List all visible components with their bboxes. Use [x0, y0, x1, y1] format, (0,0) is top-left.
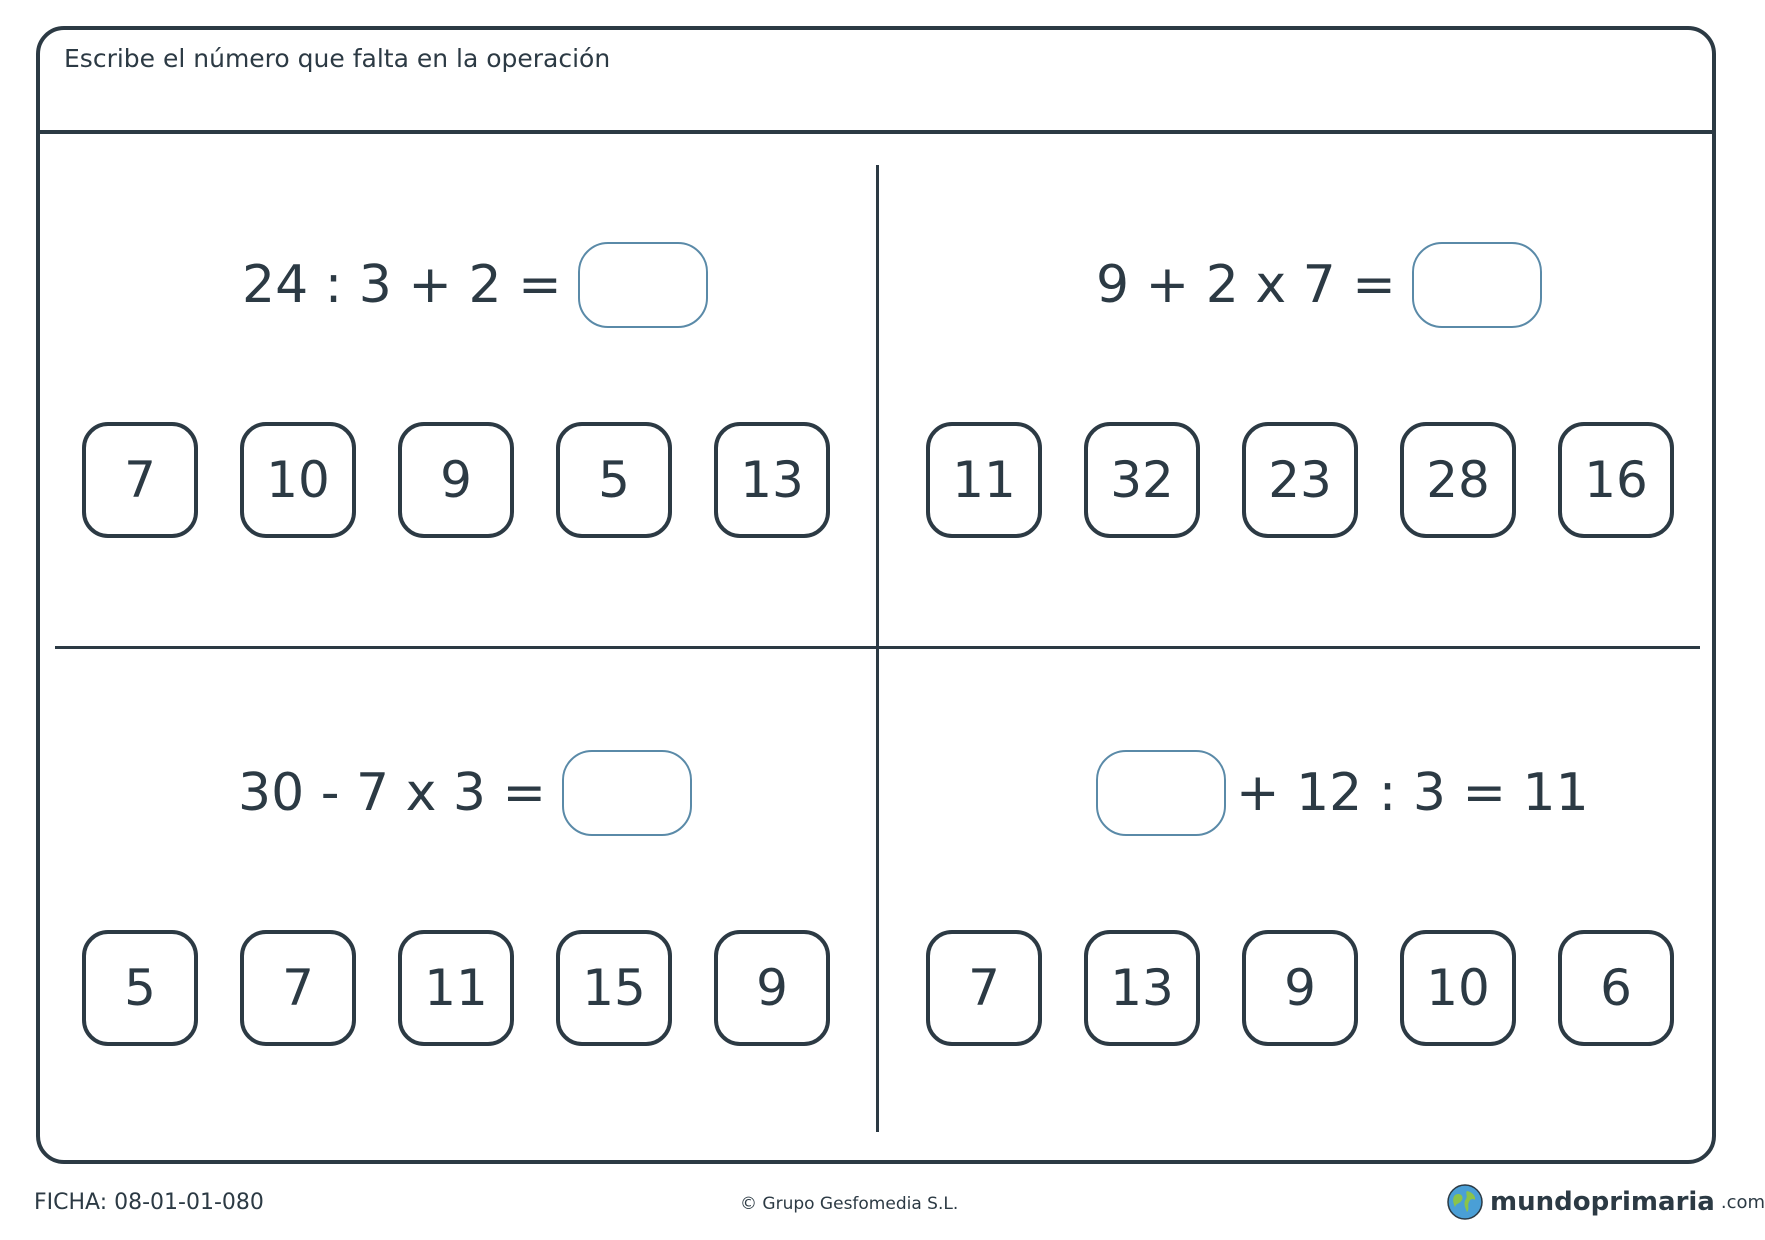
brand-logo[interactable] [1446, 1183, 1765, 1221]
exercise-4-answer-box[interactable] [1096, 750, 1226, 836]
exercise-4-option[interactable]: 13 [1084, 930, 1200, 1046]
brand-name: mundoprimaria [1490, 1187, 1715, 1217]
exercise-4-options [926, 930, 1674, 1046]
exercise-3-option[interactable]: 11 [398, 930, 514, 1046]
exercise-2-equation [1096, 240, 1542, 330]
exercise-3-option[interactable]: 7 [240, 930, 356, 1046]
exercise-2-option[interactable]: 11 [926, 422, 1042, 538]
exercise-2-option[interactable]: 23 [1242, 422, 1358, 538]
exercise-2-option[interactable]: 28 [1400, 422, 1516, 538]
exercise-1-option[interactable]: 7 [82, 422, 198, 538]
exercise-4-expression: + 12 : 3 = 11 [1236, 763, 1589, 823]
exercise-3-option[interactable]: 9 [714, 930, 830, 1046]
exercise-1-equation [242, 240, 708, 330]
exercise-4-option[interactable]: 6 [1558, 930, 1674, 1046]
exercise-1-option[interactable]: 13 [714, 422, 830, 538]
exercise-3-option[interactable]: 5 [82, 930, 198, 1046]
exercise-2-options [926, 422, 1674, 538]
worksheet-code: FICHA: 08-01-01-080 [34, 1190, 264, 1215]
exercise-1-option[interactable]: 5 [556, 422, 672, 538]
exercise-1-option[interactable]: 10 [240, 422, 356, 538]
exercise-1-option[interactable]: 9 [398, 422, 514, 538]
exercise-3-answer-box[interactable] [562, 750, 692, 836]
exercise-4-equation [1096, 748, 1589, 838]
exercise-4-option[interactable]: 7 [926, 930, 1042, 1046]
exercise-2-answer-box[interactable] [1412, 242, 1542, 328]
exercise-3-equation [238, 748, 692, 838]
exercise-2-option[interactable]: 16 [1558, 422, 1674, 538]
brand-domain: .com [1720, 1191, 1765, 1213]
exercise-1-options [82, 422, 830, 538]
exercise-1-answer-box[interactable] [578, 242, 708, 328]
exercise-3-options [82, 930, 830, 1046]
exercise-3-option[interactable]: 15 [556, 930, 672, 1046]
globe-icon [1446, 1183, 1484, 1221]
header-divider [36, 130, 1716, 134]
horizontal-divider [55, 646, 1700, 649]
exercise-4-option[interactable]: 9 [1242, 930, 1358, 1046]
exercise-4-option[interactable]: 10 [1400, 930, 1516, 1046]
instruction-text: Escribe el número que falta en la operación [64, 44, 611, 73]
exercise-1-expression: 24 : 3 + 2 = [242, 255, 562, 315]
exercise-2-expression: 9 + 2 x 7 = [1096, 255, 1396, 315]
exercise-3-expression: 30 - 7 x 3 = [238, 763, 547, 823]
copyright-notice: © Grupo Gesfomedia S.L. [740, 1194, 959, 1214]
exercise-2-option[interactable]: 32 [1084, 422, 1200, 538]
